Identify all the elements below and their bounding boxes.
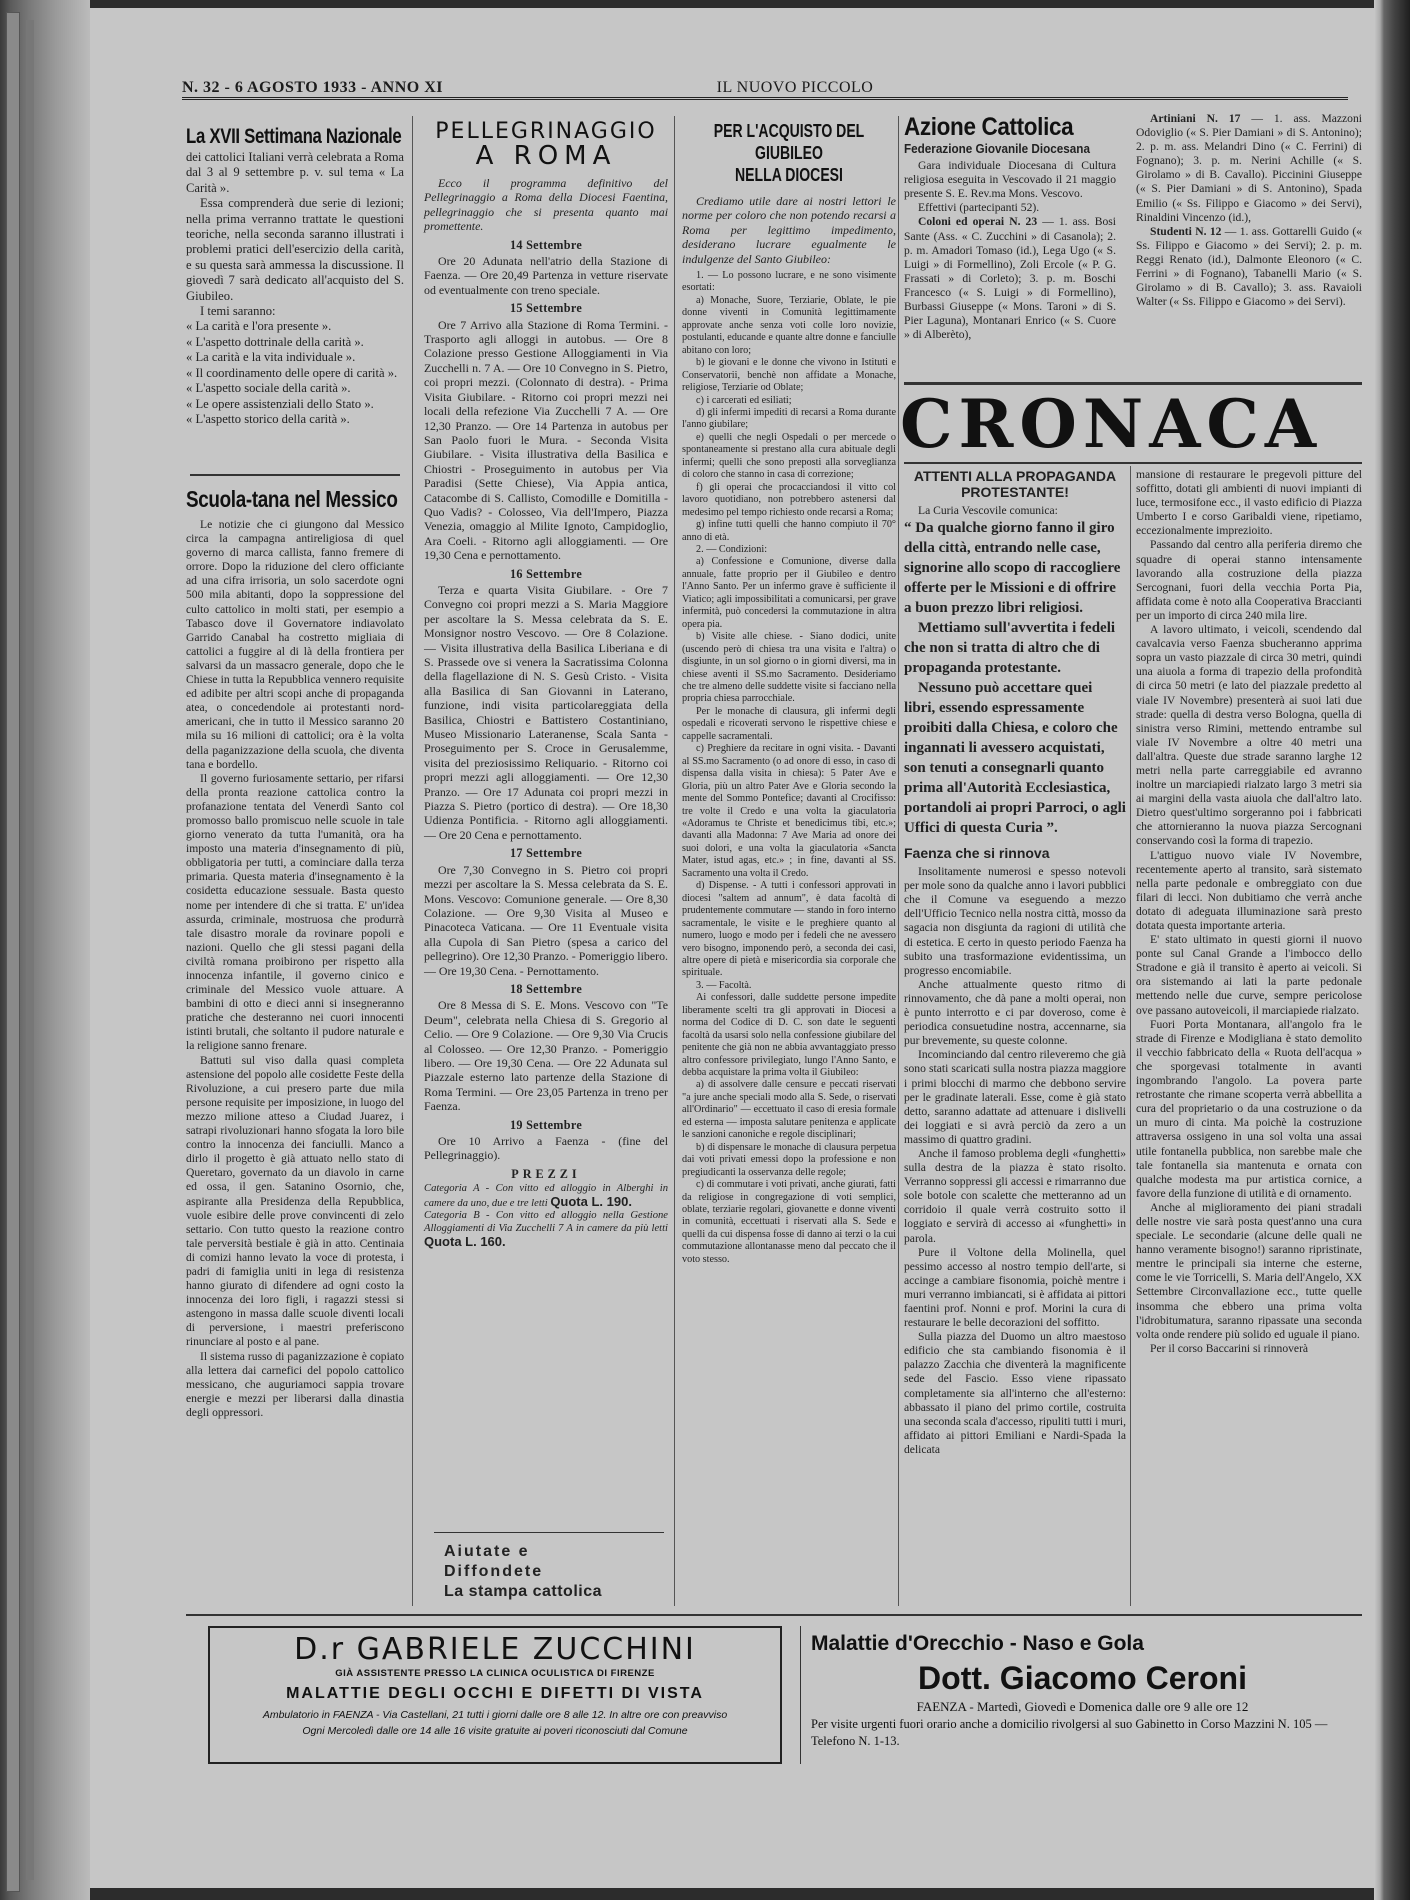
cronaca-title: CRONACA <box>900 385 1323 463</box>
giubileo-paragraph: 2. — Condizioni: <box>696 544 768 555</box>
giubileo-paragraph: b) Visite alle chiese. - Siano dodici, unite (uscendo però di chiesa tra una visita e l'altra) o disgiunte, in un sol giorno o in giorni diversi, ma in chiese aventi il SS.mo Sacramento. Desideriamo che tre almeno delle suddette visite si facciano nella propria chiesa parrocchiale. <box>682 631 896 705</box>
categoria-a: Categoria A - Con vitto ed alloggio in Alberghi in camere da uno, due e tre letti <box>424 1183 668 1209</box>
divider <box>434 1532 664 1533</box>
azione-intro: Gara individuale Diocesana di Cultura religiosa eseguita in Vescovado il 21 maggio presente S. E. Rev.ma Mons. Vescovo. <box>904 159 1116 201</box>
settimana-title: La XVII Settimana Nazionale <box>186 125 402 148</box>
faenza-paragraph: L'attiguo nuovo viale IV Novembre, recentemente aperto al transito, sarà sistemato nella parte pedonale e ombreggiato con due filari di lecci. Non dubitiamo che verrà anche dotato di adeguata illuminazione sarà presto dotata questa importante arteria. <box>1136 848 1362 932</box>
giubileo-paragraph: c) di commutare i voti privati, anche giurati, fatti da religiose in congregazione di voti semplici, oblate, terziarie regolari, giovanette e donne viventi in comunità, eccettuati i riservati alla S. Sede e quelli da cui dispensa fosse di danno ai terzi o la cui commutazione allontanasse meno dal peccato che il voto stesso. <box>682 1179 896 1265</box>
faenza-paragraph: Fuori Porta Montanara, all'angolo fra le strade di Firenze e Modigliana è stato demolito il vecchio fabbricato della « Ruota dell'acqua » che sporgevasi totalmente in avanti ingombrando l'angolo. La povera parte retrostante che rimane scoperta verrà abbellita a cura del proprietario o da una costruzione o da un muro di cinta. Ma poichè la costruzione attraversa ossigeno in una sol volta una assai utile fontanella pubblica, non sarebbe male che tale fontanella sia mantenuta e ornata con qualche modesta ma pur artistica cornice, a favore della funzione di utilità e di ornamento. <box>1136 1017 1362 1200</box>
day-heading: 15 Settembre <box>509 301 583 316</box>
column-rule <box>674 116 675 1606</box>
faenza-paragraph: mansione di restaurare le pregevoli pitture del soffitto, dotati gli ambienti di nuovi impianti di luce, termosifone ecc., il vasto edificio di Piazza Umberto I e corso Garibaldi viene, ripetiamo, eccezionalmente imprezioito. <box>1136 468 1362 538</box>
giubileo-paragraph: a) di assolvere dalle censure e peccati riservati "a jure anche speciali modo alla S. Sede, o riservati all'Ordinario" — eccettuato il caso di eresia formale ed esterna — imposta salutare penitenza e applicate le sanzioni canoniche e regole disciplinari; <box>682 1079 896 1141</box>
divider <box>904 462 1362 464</box>
tema-item: « L'aspetto dottrinale della carità ». <box>186 334 364 349</box>
giubileo-paragraph: c) Preghiere da recitare in ogni visita. - Davanti al SS.mo Sacramento (o ad onore di esso, in caso di dispensa dalla visita in chiesa): 5 Pater Ave e Gloria, più un altro Pater Ave e Gloria secondo la mente del Sommo Pontefice; davanti al Crocifisso: tre volte il Credo e una volta la giaculatoria «Adoramus te Christe et benedicimus tibi, etc.»; davanti alla Madonna: 7 Ave Maria ad onore dei suoi dolori, e una volta la giaculatoria «Sancta Mater, istud agas, etc.» ; in fine, davanti al SS. Sacramento una volta il Credo. <box>682 743 896 879</box>
settimana-intro: dei cattolici Italiani verrà celebrata a Roma dal 3 al 9 settembre p. v. sul tema « La Carità ». <box>186 150 404 195</box>
day-program: Terza e quarta Visita Giubilare. - Ore 7 Convegno coi propri mezzi a S. Maria Maggiore per ascoltare la S. Messa celebrata da S. E. Monsignor nostro Vescovo. — Ore 8 Colazione. — Visita illustrativa della Basilica Liberiana e di S. Prassede ove si venera la Sacratissima Colonna della flagellazione di N. S. Gesù Cristo. - Visita alla Basilica di San Giovanni in Laterano, funzione, indi visita particolareggiata della Basilica, Chiostri e Battistero Costantiniano, Museo Missionario Lateranense, Scala Santa - Proseguimento per S. Croce in Gerusalemme, visita del preziosissimo Reliquario. - Ritorno coi propri mezzi agli alloggiamenti. — Ore 12,30 Pranzo. — Ore 17 Adunata coi propri mezzi in Piazza S. Pietro (portico di destra). — Ore 18,30 Udienza Pontificia. - Ritorno agli alloggiamenti. — Ore 20 Cena e pernottamento. <box>424 582 668 842</box>
curia-quote: “ Da qualche giorno fanno il giro della città, entrando nelle case, signorine allo scopo di raccogliere offerte per le Missioni e di offrire a buon prezzo libri religiosi. <box>904 520 1121 617</box>
azione-article-cont <box>1136 112 1362 309</box>
giubileo-paragraph: a) Confessione e Comunione, diverse dalla annuale, fatte proprio per il Giubileo e dentro l'Anno Santo. Per un infermo grave è sufficiente il Viatico; agli impossibilitati a comunicarsi, per grave infermità, può concedersi la commutazione in altra opera pia. <box>682 556 896 630</box>
settimana-temi: I temi saranno: <box>200 304 276 319</box>
faenza-title: Faenza che si rinnova <box>904 845 1050 862</box>
faenza-paragraph: A lavoro ultimato, i veicoli, scendendo dal cavalcavia verso Faenza sbucheranno apprima sopra un vasto piazzale di circa 30 metri, quindi una aiuola a forma di trapezio della profondità di circa 50 metri (e lato del piazzale predetto al viale IV Novembre) presenterà ai suoi lati due strade: quella di destra verso Bologna, quella di sinistra verso Rimini, mettendo entrambe sul viale IV Novembre a oltre 40 metri una dall'altra. Queste due strade saranno larghe 12 metri nella parte carreggiabile ed avranno inoltre un marciapiedi rialzato largo 3 metri sia ai margini della vasta aiuola che dall'altro lato. Dietro quest'ultimo sorgeranno poi i fabbricati che attornieranno la nuova piazza Sercognani conservando così la forma di trapezio. <box>1136 623 1362 848</box>
masthead: IL NUOVO PICCOLO <box>716 79 874 96</box>
slogan-line: Diffondete <box>444 1563 544 1580</box>
next-page-edge <box>1374 0 1410 1900</box>
giubileo-paragraph: 3. — Facoltà. <box>696 979 752 991</box>
page-header <box>182 76 1348 100</box>
tema-item: « Il coordinamento delle opere di carità ». <box>186 365 398 380</box>
prezzi-heading: PREZZI <box>511 1166 581 1181</box>
slogan-box <box>444 1542 670 1602</box>
tema-item: « Le opere assistenziali dello Stato ». <box>186 396 374 411</box>
ceroni-hours: FAENZA - Martedì, Giovedì e Domenica dalle ore 9 alle ore 12 <box>916 1699 1249 1714</box>
studenti-results: — 1. ass. Gottarelli Guido (« Ss. Filippo e Giacomo » dei Servi); 2. p. m. Reggi Renato (id.), Dalmonte Eleonoro (« C. Ferrini » di Fognano), Tabanelli Mario (« S. Girolamo » di B. Cavallo); 3. ass. Ravaioli Walter (« Ss. Filippo e Giacomo » dei Servi). <box>1136 224 1362 309</box>
day-heading: 19 Settembre <box>509 1117 583 1132</box>
day-program: Ore 8 Messa di S. E. Mons. Vescovo con "Te Deum", celebrata nella Chiesa di S. Gregorio al Celio. — Ore 9 Colazione. — Ore 9,30 Via Crucis al Colosseo. — Ore 12,30 Pranzo. - Pomeriggio libero. — Ore 19,30 Cena. — Ore 22 Adunata sul Piazzale esterno lato partenze della Stazione di Roma Termini. — Ore 23,05 Partenza in treno per Faenza. <box>424 998 668 1114</box>
day-heading: 14 Settembre <box>509 237 583 252</box>
giubileo-title: PER L'ACQUISTO DEL GIUBILEO <box>713 121 865 163</box>
day-program: Ore 20 Adunata nell'atrio della Stazione di Faenza. — Ore 20,49 Partenza in vetture riservate od eventualmente con treno speciale. <box>424 254 668 297</box>
attenti-title: ATTENTI ALLA PROPAGANDA PROTESTANTE! <box>913 468 1117 500</box>
column-rule <box>1130 466 1131 1606</box>
studenti-label: Studenti N. 12 <box>1150 224 1222 238</box>
messico-paragraph: Le notizie che ci giungono dal Messico circa la campagna antireligiosa di quel governo di marca callista, fanno fremere di orrore. Dopo la riduzione del clero officiante ad una cifra irrisoria, un solo sacerdote ogni 500 mila abitanti, dopo la soppressione del culto cattolico in molti stati, per esempio a Tabasco dove il Governatore indiavolato Garrido Canabal ha costretto migliaia di cattolici a fuggire al di là della frontiera per salvarsi da un massacro generale, dopo che le Chiese in tutta la Repubblica vennero requisite ed adibite per altri scopi anche di propaganda atea, o concedendole ai protestanti nord-americani, che in tutto il Messico saranno 20 mila su 16 milioni di cattolici; ora è la volta della paganizzazione della scuola, che diventa tana e bordello. <box>186 518 404 771</box>
artiniani-label: Artiniani N. 17 <box>1150 112 1241 125</box>
ceroni-specialty: Malattie d'Orecchio - Naso e Gola <box>811 1632 1144 1655</box>
pellegrinaggio-intro: Ecco il programma definitivo del Pellegrinaggio a Roma della Diocesi Faentina, pellegrinaggio che si presenta quanto mai promettente. <box>424 176 668 234</box>
settimana-article <box>186 124 404 427</box>
day-heading: 16 Settembre <box>509 566 583 581</box>
tema-item: « L'aspetto sociale della carità ». <box>186 381 351 396</box>
day-heading: 17 Settembre <box>509 846 583 861</box>
slogan-line: Aiutate e <box>444 1543 530 1560</box>
coloni-results: — 1. ass. Bosi Sante (Ass. « C. Zucchini » di Casanola); 2. p. m. Amadori Tomaso (id.), Lega Ugo (« S. Luigi » di Formellino), Zoli Ercole (« P. G. Frassati » di Corleto); 3. p. m. Boschi Francesco (« S. Luigi » di Formellino), Burbassi Giuseppe (« Mons. Taroni » di S. Pier Laguna), Montanari Enrico (« S. Cuore » di Alberèto), <box>904 215 1116 342</box>
zucchini-subtitle: GIÀ ASSISTENTE PRESSO LA CLINICA OCULISTICA DI FIRENZE <box>335 1668 655 1679</box>
pellegrinaggio-article <box>424 120 668 1250</box>
giubileo-paragraph: g) infine tutti quelli che hanno compiuto il 70° anno di età. <box>682 519 896 543</box>
faenza-paragraph: Pure il Voltone della Molinella, quel pessimo accesso al nostro tempio dell'arte, si accinge a cambiare fisonomia, poichè mentre i muri verranno imbiancati, si è affidata ai pittori faentini prof. Nonni e prof. Morini la cura di restaurare le belle decorazioni del soffitto. <box>904 1245 1126 1330</box>
faenza-paragraph: Anche il famoso problema degli «funghetti» sulla destra de la piazza è stato risolto. Verranno soppressi gli accessi e rimarranno due sole botole con scalette che metteranno ad un corridoio il quale verrà costruito sotto il loggiato e servirà di accesso ai «funghetti» in parola. <box>904 1146 1126 1245</box>
messico-article <box>186 486 404 1420</box>
azione-article <box>904 112 1116 342</box>
issue-info: N. 32 - 6 AGOSTO 1933 - ANNO XI <box>182 79 444 96</box>
giubileo-paragraph: c) i carcerati ed esiliati; <box>696 394 792 406</box>
ceroni-name: Dott. Giacomo Ceroni <box>918 1660 1247 1696</box>
zucchini-hours: Ambulatorio in FAENZA - Via Castellani, 21 tutti i giorni dalle ore 8 alle 12. In altre ore con preavviso <box>262 1709 728 1721</box>
binding-edge <box>6 12 20 1892</box>
book-spine <box>0 0 90 1900</box>
faenza-paragraph: Anche al miglioramento dei piani stradali delle nostre vie sarà posta quest'anno una cura speciale. Le secondarie (alcune delle quali ne hanno veramente bisogno!) saranno ripristinate, mentre le principali sia interne che esterne, come le vie Torricelli, S. Maria dell'Angelo, XX Settembre Circonvallazione ecc., tutte quelle insomma che ebbero una prima volta l'idrobitumatura, saranno ripassate una seconda volta onde rendere più solido ed uguale il piano. <box>1136 1200 1362 1341</box>
tema-item: « La carità e la vita individuale ». <box>186 350 356 365</box>
coloni-label: Coloni ed operai N. 23 <box>918 215 1038 229</box>
faenza-paragraph: E' stato ultimato in questi giorni il nuovo ponte sul Canal Grande a l'imbocco dello Stradone e già il transito è aperto ai veicoli. Si ora sistemando ai lati la parte pedonale mettendo nelle due curve, sempre pericolose ove passano autoveicoli, il marciapiede rialzato. <box>1136 933 1362 1017</box>
slogan-line: La stampa cattolica <box>444 1583 602 1600</box>
giubileo-title-2: NELLA DIOCESI <box>735 165 843 185</box>
zucchini-free-visits: Ogni Mercoledì dalle ore 14 alle 16 visite gratuite ai poveri riconosciuti dal Comune <box>302 1725 688 1737</box>
pellegrinaggio-title: PELLEGRINAGGIO <box>435 119 657 144</box>
messico-title: Scuola-tana nel Messico <box>186 486 398 512</box>
giubileo-paragraph: f) gli operai che procacciandosi il vitto col lavoro quotidiano, non potrebbero astenersi dal medesimo pel tempo richiesto onde recarsi a Roma; <box>682 481 896 518</box>
faenza-paragraph: Sulla piazza del Duomo un altro maestoso edificio che sta cambiando fisonomia è il palazzo Zacchia che diventerà la magnificente sede del Fascio. Esso viene ripassato completamente sia all'interno che all'esterno: abbassato il piano del primo cortile, costruita una seconda scala d'accesso, ripuliti tutti i muri, affidato ai pittori Emiliani e Nardi-Spada la delicata <box>904 1330 1126 1456</box>
ads-divider <box>186 1614 1362 1616</box>
cronaca-column-b <box>1136 468 1362 1356</box>
faenza-paragraph: Per il corso Baccarini si rinnoverà <box>1150 1341 1309 1355</box>
giubileo-paragraph: b) di dispensare le monache di clausura perpetua dai voti privati emessi dopo la professione e non pregiudicanti la osservanza delle regole; <box>682 1141 896 1178</box>
zucchini-name: D.r GABRIELE ZUCCHINI <box>294 1632 696 1667</box>
day-heading: 18 Settembre <box>509 981 583 996</box>
giubileo-intro: Crediamo utile dare ai nostri lettori le norme per coloro che non potendo recarsi a Roma per legittimo impedimento, desiderano lucrare egualmente le indulgenze del Santo Giubileo: <box>682 194 896 266</box>
day-program: Ore 10 Arrivo a Faenza - (fine del Pellegrinaggio). <box>424 1134 668 1163</box>
divider <box>190 474 400 476</box>
messico-paragraph: Battuti sul viso dalla quasi completa astensione del popolo alle cosidette Feste della Rivoluzione, a cui presero parte due mila persone requisite per imposizione, in luogo del mezzo milione atteso a Ciudad Juarez, i satrapi rivoluzionari hanno sfogata la loro bile contro la innocenza dei fanciulli. Manco a dirlo il progetto è già attuato nello stato di Queretaro, governato da un diavolo in carne ed ossa, il gen. Satanino Osornio, che, aspirante alla Presidenza della Repubblica, vuole esibire delle prove convincenti di zelo settario. Con tutto questo la reazione contro tale perversità bestiale è già in atto. Centinaia di comizi hanno levato la voce di protesta, i padri di famiglia uniti in lega di resistenza hanno giurato di difendere ad ogni costo la innocenza dei loro figli, i ragazzi stessi si astengono in massa dalle scuole diventi locali di perversione, i maestri preferiscono rinunciare al posto e al pane. <box>186 1053 404 1349</box>
giubileo-article <box>682 120 896 1266</box>
categoria-b: Categoria B - Con vitto ed alloggio nella Gestione Alloggiamenti di Via Zucchelli 7 A in camere da più letti <box>424 1210 668 1234</box>
giubileo-paragraph: a) Monache, Suore, Terziarie, Oblate, le pie donne viventi in Comunità legittimamente approvate anche senza voti colle loro novizie, postulanti, educande e quante altre donne e fanciulle abitano con loro; <box>682 294 896 356</box>
giubileo-paragraph: d) gli infermi impediti di recarsi a Roma durante l'anno giubilare; <box>682 407 896 431</box>
azione-effettivi: Effettivi (partecipanti 52). <box>918 201 1040 215</box>
tema-item: « L'aspetto storico della carità ». <box>186 411 350 426</box>
curia-quote: Nessuno può accettare quei libri, essendo espressamente proibiti dalla Chiesa, e coloro che ingannati li avessero acquistati, son tenuti a consegnarli quanto prima all'Autorità Ecclesiastica, portandoli ai propri Parroci, o agli Uffici di questa Curia ”. <box>904 680 1126 837</box>
azione-subtitle: Federazione Giovanile Diocesana <box>904 141 1090 156</box>
giubileo-paragraph: Per le monache di clausura, gli infermi degli ospedali e ricoverati servono le rispettive chiese e cappelle sacramentali. <box>682 705 896 742</box>
artiniani-results: — 1. ass. Mazzoni Odoviglio (« S. Pier Damiani » di S. Antonino); 2. p. m. ass. Melandri Dino (« C. Ferrini) di Fognano); 3. p. m. Nerini Achille (« S. Girolamo » di B. Cavallo). Piccinini Giuseppe (« S. Pier Damiani » di S. Antonino), Spada Emilio (« Ss. Filippo e Giacomo » dei Servi), Rinaldini Vincenzo (id.), <box>1136 112 1363 224</box>
curia-note: La Curia Vescovile comunica: <box>918 504 1058 517</box>
tema-item: « La carità e l'ora presente ». <box>186 319 332 334</box>
giubileo-paragraph: e) quelli che negli Ospedali o per mercede o spontaneamente si prestano alla cura abituale degli infermi; quelli che sono preposti alla sorveglianza di coloro che stanno in casa di correzione; <box>682 431 896 481</box>
messico-paragraph: Il sistema russo di paganizzazione è copiato alla lettera dai carnefici del popolo cattolico messicano, che auguriamoci sappia trovare energie e mezzi per liberarsi dalla dinastia degli oppressori. <box>186 1349 404 1419</box>
binding-edge-inner <box>26 20 34 1880</box>
azione-title: Azione Cattolica <box>904 113 1074 141</box>
giubileo-paragraph: Ai confessori, dalle suddette persone impedite liberamente scelti tra gli approvati in Diocesi a norma del Codice di D. C. son date le seguenti facoltà da usarsi solo nella confessione giubilare del penitente che già non ne abbia avvantaggiato presso altro confessore privilegiato, lungo l'Anno Santo, e debba acquistare la prima volta il Giubileo: <box>682 992 896 1079</box>
cronaca-column-a <box>904 468 1126 1457</box>
messico-paragraph: Il governo furiosamente settario, per rifarsi della pronta reazione cattolica contro la profanazione tentata del Venerdì Santo col promosso ballo promiscuo nelle scuole in tale giorno venerato da tutta l'umanità, ora ha imposto una materia d'insegnamento di più, obbligatoria per tutti, a cominciare dalla terza primaria. Questa materia d'insegnamento è la cosidetta educazione sessuale. Basta questo nome per intendere di che si tratta. E' un'idea assurda, criminale, mostruosa che produrrà tale disastro morale da rovinare popoli e nazioni. Quello che gli stessi pagani della civiltà romana proibirono per rispetto alla innocenza infantile, il governo cinico e criminale del Messico vuole attuare. A bambini di otto e dieci anni si insegneranno pratiche che desteranno nei cuori innocenti istinti brutali, che soltanto il pudore naturale e la religione sanno frenare. <box>186 771 404 1053</box>
zucchini-specialty: MALATTIE DEGLI OCCHI E DIFETTI DI VISTA <box>286 1685 704 1702</box>
pellegrinaggio-title-2: A ROMA <box>475 141 617 171</box>
day-program: Ore 7,30 Convegno in S. Pietro coi propri mezzi per ascoltare la S. Messa celebrata da S. E. Mons. Vescovo: Comunione generale. — Ore 8,30 Colazione. — Ore 9,30 Visita al Museo e Pinacoteca Vaticana. — Ore 11 Eventuale visita alla Cupola di San Pietro (spesa a carico del pellegrino). Ore 12,30 Pranzo. - Pomeriggio libero. — Ore 19,30 Cena. - Pernottamento. <box>424 862 668 978</box>
categoria-b-price: Quota L. 160. <box>424 1233 506 1249</box>
column-rule <box>898 116 899 1606</box>
faenza-paragraph: Insolitamente numerosi e spesso notevoli per mole sono da qualche anno i lavori pubblici che il Comune va eseguendo a mezzo dell'Ufficio Tecnico nella nostra città, mosso da sagacia non disgiunta da ragioni di utilità che di estetica. E certo in questo periodo Faenza ha subito una trasformazione evidentissima, un progresso encomiabile. <box>904 865 1126 977</box>
settimana-body: Essa comprenderà due serie di lezioni; nella prima verranno trattate le questioni teoriche, nella seconda saranno illustrati i problemi pratici dell'esercizio della carità, e su questa sarà ammessa la discussione. Il giovedì 7 sarà dedicato all'acquisto del S. Giubileo. <box>186 196 404 303</box>
giubileo-paragraph: d) Dispense. - A tutti i confessori approvati in diocesi "saltem ad annum", è data facoltà di prudentemente commutare — stando in foro interno sacramentale, le visite e le preghiere quanto al numero, luogo e modo per i fedeli che ne avessero vero bisogno, imponendo però, a seconda dei casi, altre opere di pietà e misericordia sia corporale che spirituale. <box>682 880 896 979</box>
faenza-paragraph: Incominciando dal centro rileveremo che già sono stati scaricati sulla nostra piazza maggiore i primi blocchi di marmo che debbono servire per le gradinate laterali. Esse, come è già stato detto, saranno adattate ad attenuare i dislivelli dei loggiati e si avrà perciò da zero a un massimo di quattro gradini. <box>904 1048 1126 1146</box>
ad-zucchini <box>208 1626 782 1764</box>
column-rule <box>412 116 413 1606</box>
ad-ceroni <box>800 1626 1364 1764</box>
ceroni-contact: Per visite urgenti fuori orario anche a domicilio rivolgersi al suo Gabinetto in Corso Mazzini N. 105 — Telefono N. 1-13. <box>811 1717 1328 1748</box>
faenza-paragraph: Anche attualmente questo ritmo di rinnovamento, che dà pane a molti operai, non è punto interrotto e ci par doveroso, come è periodica consuetudine nostra, accennarne, sia pur brevemente, su queste colonne. <box>904 977 1126 1048</box>
giubileo-paragraph: 1. — Lo possono lucrare, e ne sono visimente esortati: <box>682 270 896 294</box>
categoria-a-price: Quota L. 190. <box>550 1193 632 1209</box>
faenza-paragraph: Passando dal centro alla periferia diremo che squadre di operai stanno intensamente lavorando alla costruzione della piazza Sercognani, fuori della vecchia Porta Pia, affidata come è noto alla Cooperativa Braccianti per un importo di circa 240 mila lire. <box>1136 538 1362 622</box>
curia-quote: Mettiamo sull'avvertita i fedeli che non si tratta di altro che di propaganda protestante. <box>904 620 1116 677</box>
day-program: Ore 7 Arrivo alla Stazione di Roma Termini. - Trasporto agli alloggi in autobus. — Ore 8 Colazione presso Gestione Alloggiamenti in Via Zucchelli n. 7 A. — Ore 10 Convegno in S. Pietro, coi propri mezzi. (Colonnato di destra). - Prima Visita Giubilare. - Ritorno coi propri mezzi nei locali della refezione Via Zucchelli 7 A. — Ore 12,30 Pranzo. — Ore 14 Partenza in autobus per San Paolo fuori le Mura. - Seconda Visita Giubilare. - Visita illustrativa della Basilica e Chiostri - Proseguimento in autobus per Via Paradisi (Sette Chiese), Via Appia antica, Catacombe di S. Callisto, Comodille e Domitilla - Quo Vadis? - Colosseo, Via dell'Impero, Piazza Venezia, omaggio al Milite Ignoto, Campidoglio, Ara Coeli. - Ritorno agli alloggiamenti. — Ore 19,30 Cena e pernottamento. <box>424 317 668 563</box>
giubileo-paragraph: b) le giovani e le donne che vivono in Istituti e Conservatorii, benchè non affidate a Monache, religiose, Terziarie od Oblate; <box>682 357 896 394</box>
